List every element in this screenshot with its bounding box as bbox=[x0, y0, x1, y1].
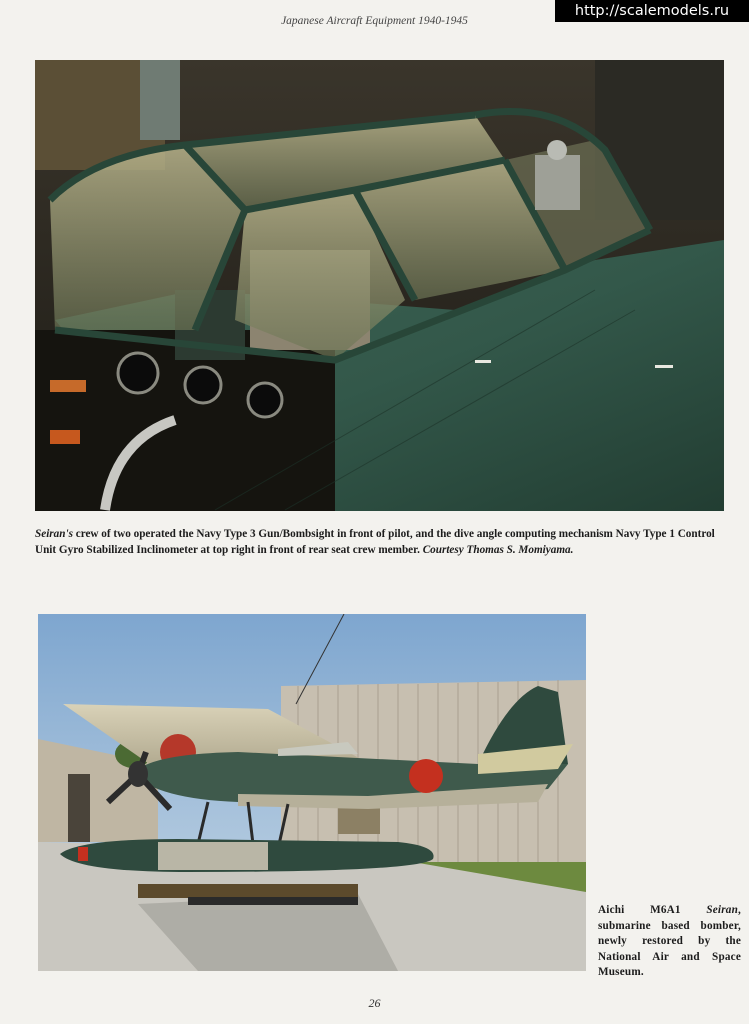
cockpit-caption-subject: Seiran's bbox=[35, 528, 73, 540]
cockpit-caption-credit: Courtesy Thomas S. Momiyama. bbox=[422, 543, 574, 556]
cockpit-photo bbox=[35, 60, 724, 511]
running-header: Japanese Aircraft Equipment 1940-1945 bbox=[281, 15, 468, 27]
aircraft-caption bbox=[598, 903, 741, 981]
watermark-link[interactable]: http://scalemodels.ru bbox=[555, 0, 749, 22]
aircraft-caption-name: Seiran bbox=[706, 904, 738, 916]
cockpit-photo-illustration bbox=[35, 60, 724, 511]
page-number: 26 bbox=[368, 996, 381, 1010]
aircraft-photo-illustration bbox=[38, 614, 586, 971]
aircraft-caption-after: , submarine based bomber, newly restored by the National Air and Space Museum. bbox=[598, 904, 741, 978]
cockpit-caption-body: crew of two operated the Navy Type 3 Gun/Bombsight in front of pilot, and the dive angle computing mechanism Navy Type 1 Control Unit Gyro Stabilized Inclinometer at top right in front of rear seat crew member. bbox=[35, 528, 715, 556]
aircraft-caption-before: Aichi M6A1 bbox=[598, 904, 707, 916]
aircraft-photo bbox=[38, 614, 586, 971]
cockpit-caption bbox=[35, 527, 729, 558]
